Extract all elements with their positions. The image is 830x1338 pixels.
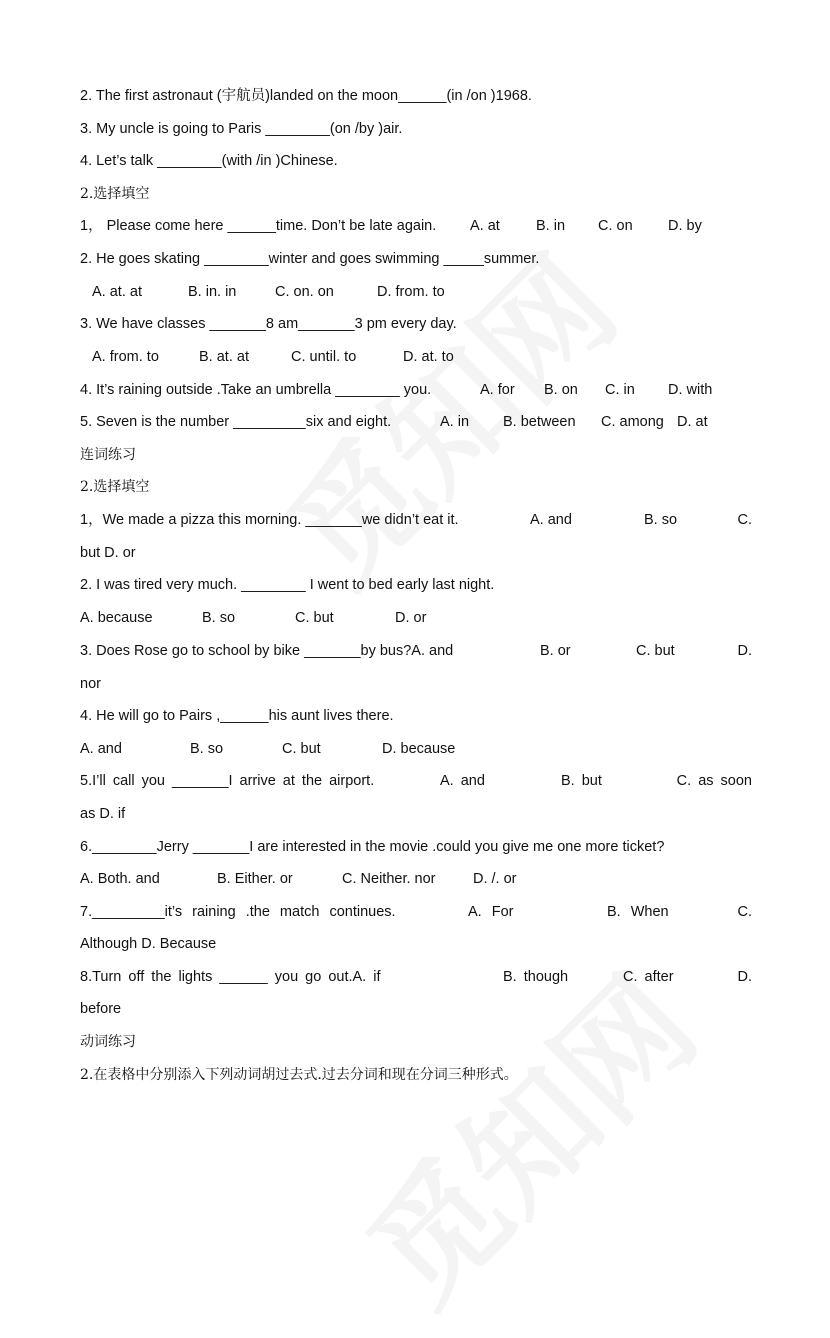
option-a: A. at. at <box>92 284 142 300</box>
option-a: A. in <box>440 414 470 430</box>
question-line: 6.________Jerry _______I are interested in the movie .could you give me one more ticket? <box>80 839 665 855</box>
option-d: D. at <box>677 414 708 430</box>
question-line <box>80 380 752 400</box>
option-b: B. between <box>503 414 576 430</box>
section-heading: 2.选择填空 <box>80 186 150 202</box>
question-line: 2. I was tired very much. ________ I went to bed early last night. <box>80 577 495 593</box>
question-line <box>80 412 752 432</box>
options-line <box>80 608 752 628</box>
option-d: D. /. or <box>473 871 517 887</box>
option-b: B. or <box>540 643 571 659</box>
question-line: 3. My uncle is going to Paris ________(on /by )air. <box>80 121 403 137</box>
option-c: C. as soon <box>676 773 752 789</box>
option-a: A. and <box>440 773 485 789</box>
question-line <box>80 967 752 987</box>
option-a: A. and <box>530 512 572 528</box>
option-c: C. on. on <box>275 284 334 300</box>
option-b: B. at. at <box>199 349 249 365</box>
option-c: C. in <box>605 382 635 398</box>
option-d: D. or <box>395 610 427 626</box>
option-c: C. on <box>598 218 633 234</box>
option-b: B. Either. or <box>217 871 293 887</box>
option-c: C. until. to <box>291 349 357 365</box>
question-line: before <box>80 1001 122 1017</box>
question-line <box>80 216 752 236</box>
question-line: 2. The first astronaut (宇航员)landed on the moon______(in /on )1968. <box>80 88 532 104</box>
option-d: D. by <box>668 218 702 234</box>
option-d: D. at. to <box>403 349 454 365</box>
option-d: D. <box>737 643 752 659</box>
question-text: 5.I’ll call you _______I arrive at the airport. <box>80 773 375 789</box>
option-b: B. so <box>202 610 236 626</box>
option-d: D. from. to <box>377 284 445 300</box>
option-d: D. with <box>668 382 713 398</box>
question-text: 5. Seven is the number _________six and eight. <box>80 414 392 430</box>
instruction-line: 2.在表格中分别添入下列动词胡过去式.过去分词和现在分词三种形式。 <box>80 1067 518 1083</box>
question-line: 4. He will go to Pairs ,______his aunt lives there. <box>80 708 394 724</box>
option-b: B. so <box>190 741 224 757</box>
question-text: 1，We made a pizza this morning. _______we didn’t eat it. <box>80 512 459 528</box>
section-heading: 动词练习 <box>80 1034 136 1050</box>
question-line: but D. or <box>80 545 136 561</box>
question-line: as D. if <box>80 806 126 822</box>
options-line <box>80 869 752 889</box>
question-text: 4. It’s raining outside .Take an umbrella ________ you. <box>80 382 432 398</box>
option-b: B. When <box>607 904 669 920</box>
question-line: 4. Let’s talk ________(with /in )Chinese. <box>80 153 338 169</box>
question-line <box>80 641 752 661</box>
option-d: D. <box>737 969 752 985</box>
option-c: C. among <box>601 414 664 430</box>
option-b: B. though <box>503 969 569 985</box>
section-heading: 2.选择填空 <box>80 479 150 495</box>
question-text: 1， Please come here ______time. Don’t be late again. <box>80 218 437 234</box>
option-a: A. and <box>80 741 122 757</box>
question-line: nor <box>80 676 101 692</box>
option-a: A. because <box>80 610 153 626</box>
question-text: 8.Turn off the lights ______ you go out.A. if <box>80 969 381 985</box>
option-b: B. on <box>544 382 578 398</box>
option-c: C. <box>737 904 752 920</box>
option-d: D. because <box>382 741 456 757</box>
option-c: C. but <box>282 741 321 757</box>
question-line <box>80 771 752 791</box>
option-c: C. <box>737 512 752 528</box>
question-line: 3. We have classes _______8 am_______3 pm every day. <box>80 316 457 332</box>
option-b: B. but <box>561 773 602 789</box>
option-c: C. but <box>295 610 334 626</box>
option-c: C. Neither. nor <box>342 871 436 887</box>
option-c: C. after <box>623 969 674 985</box>
option-a: A. at <box>470 218 500 234</box>
option-a: A. for <box>480 382 515 398</box>
option-a: A. For <box>468 904 514 920</box>
option-b: B. in. in <box>188 284 237 300</box>
question-text: 3. Does Rose go to school by bike _______by bus?A. and <box>80 643 454 659</box>
question-line <box>80 510 752 530</box>
section-heading: 连词练习 <box>80 447 136 463</box>
option-b: B. so <box>644 512 678 528</box>
option-a: A. Both. and <box>80 871 160 887</box>
question-line: 2. He goes skating ________winter and goes swimming _____summer. <box>80 251 540 267</box>
watermark <box>321 929 729 1337</box>
option-b: B. in <box>536 218 566 234</box>
options-line <box>80 739 752 759</box>
question-line <box>80 902 752 922</box>
question-text: 7._________it’s raining .the match continues. <box>80 904 396 920</box>
option-c: C. but <box>636 643 675 659</box>
option-a: A. from. to <box>92 349 159 365</box>
question-line: Although D. Because <box>80 936 217 952</box>
